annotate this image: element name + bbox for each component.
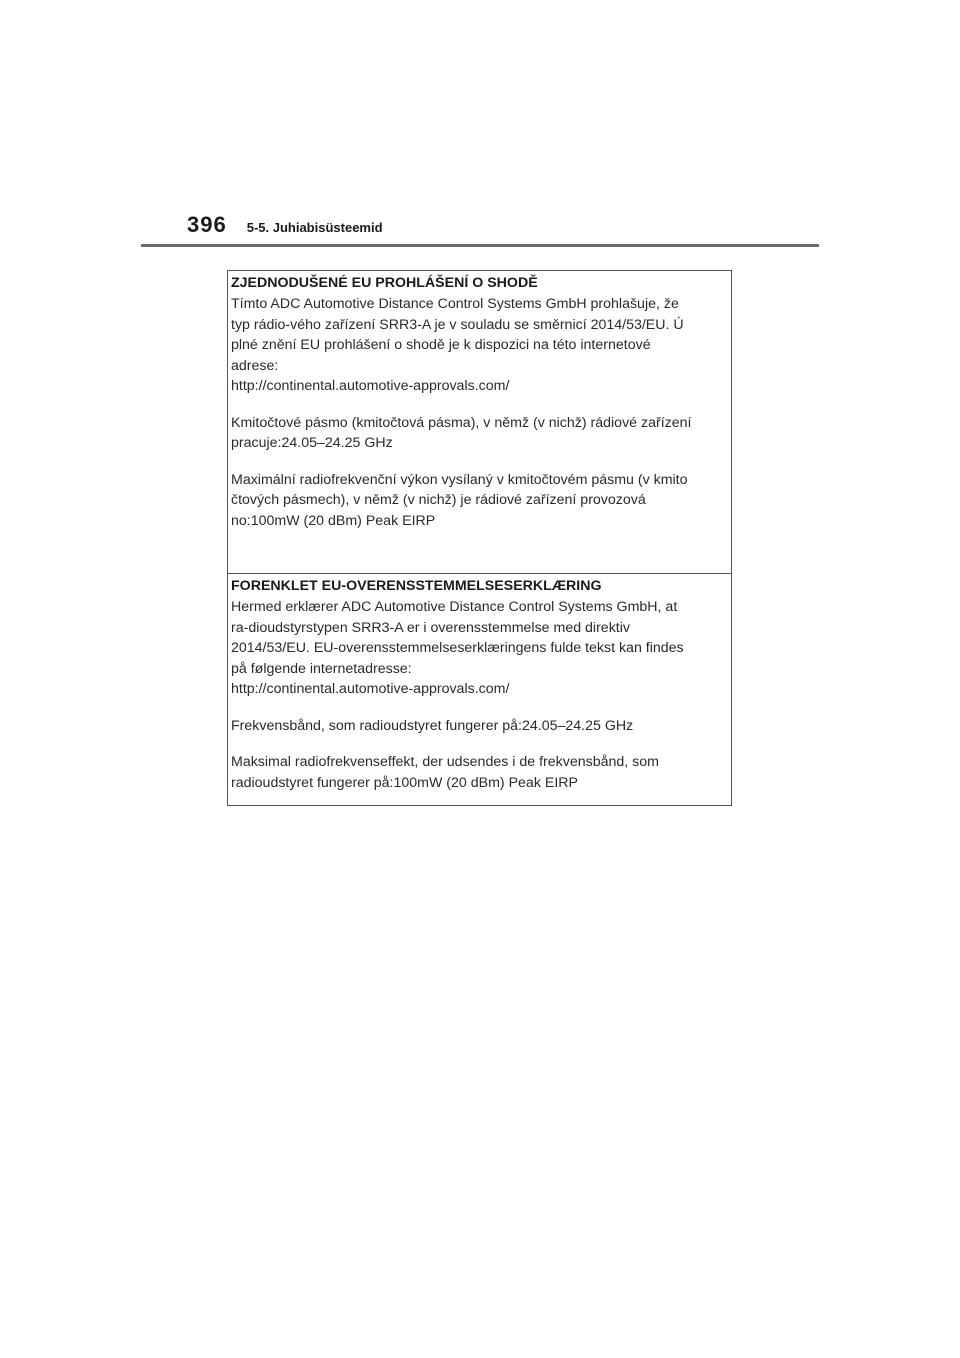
declaration-box [227, 270, 732, 806]
danish-max-power [231, 752, 728, 793]
danish-declaration-intro [231, 597, 728, 700]
page-header [187, 212, 383, 242]
czech-frequency-band [231, 413, 728, 454]
text-line: čtových pásmech), v němž (v nichž) je rádiové zařízení provozová [231, 492, 646, 508]
text-line: ra-dioudstyrstypen SRR3-A er i overensstemmelse med direktiv [231, 619, 630, 636]
section-title: 5-5. Juhiabisüsteemid [246, 220, 383, 235]
czech-max-power [231, 470, 728, 532]
approvals-url: http://continental.automotive-approvals.com/ [231, 681, 510, 697]
text-line: Frekvensbånd, som radioudstyret fungerer på:24.05–24.25 GHz [231, 717, 634, 734]
text-line: Tímto ADC Automotive Distance Control Systems GmbH prohlašuje, že [231, 296, 679, 312]
text-line: 2014/53/EU. EU-overensstemmelseserklæringens fulde tekst kan findes [231, 640, 684, 656]
text-line: plné znění EU prohlášení o shodě je k dispozici na této internetové [231, 337, 651, 353]
czech-declaration-heading: ZJEDNODUŠENÉ EU PROHLÁŠENÍ O SHODĚ [231, 275, 538, 291]
text-line: Maksimal radiofrekvenseffekt, der udsendes i de frekvensbånd, som [231, 754, 659, 770]
text-line: Maximální radiofrekvenční výkon vysílaný v kmitočtovém pásmu (v kmito [231, 471, 688, 488]
danish-frequency-band [231, 716, 728, 737]
approvals-url: http://continental.automotive-approvals.com/ [231, 378, 510, 394]
text-line: no:100mW (20 dBm) Peak EIRP [231, 512, 436, 529]
text-line: radioudstyret fungerer på:100mW (20 dBm) Peak EIRP [231, 774, 578, 791]
text-line: typ rádio-vého zařízení SRR3-A je v souladu se směrnicí 2014/53/EU. Ú [231, 316, 684, 333]
czech-declaration-intro [231, 294, 728, 397]
header-divider [141, 244, 819, 247]
danish-declaration-heading: FORENKLET EU-OVERENSSTEMMELSESERKLÆRING [231, 578, 602, 594]
text-line: pracuje:24.05–24.25 GHz [231, 435, 393, 451]
danish-declaration [228, 574, 731, 805]
text-line: Kmitočtové pásmo (kmitočtová pásma), v němž (v nichž) rádiové zařízení [231, 414, 692, 431]
text-line: Hermed erklærer ADC Automotive Distance Control Systems GmbH, at [231, 599, 678, 615]
czech-declaration [228, 271, 731, 574]
text-line: adrese: [231, 357, 279, 374]
text-line: på følgende internetadresse: [231, 660, 412, 677]
page-number: 396 [187, 212, 227, 237]
